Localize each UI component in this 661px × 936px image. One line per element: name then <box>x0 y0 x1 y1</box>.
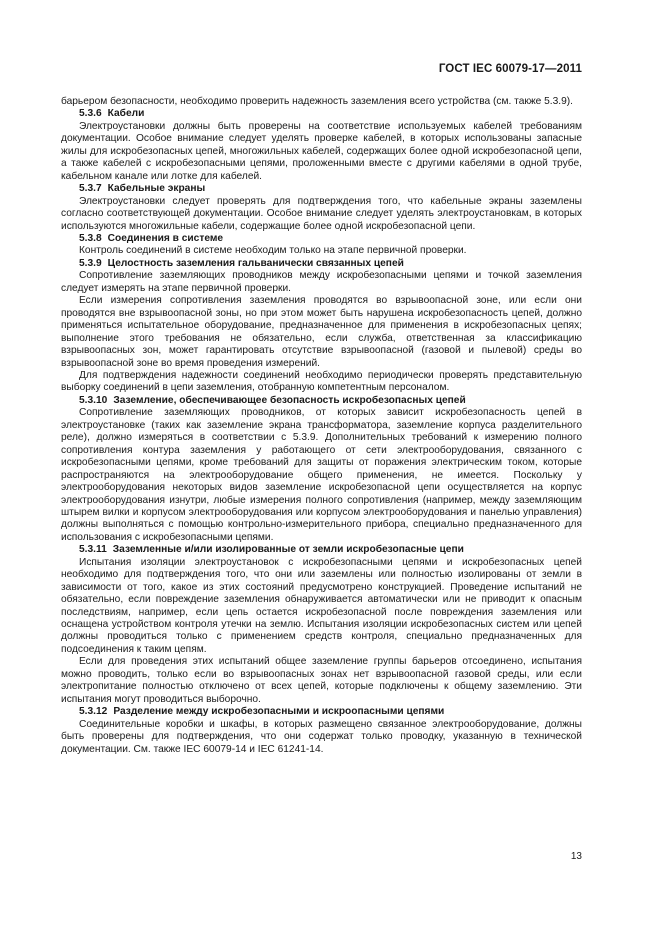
section-title: Заземленные и/или изолированные от земли искробезопасные цепи <box>112 544 464 556</box>
section-title: Целостность заземления гальванически связанных цепей <box>107 257 404 269</box>
section-number: 5.3.10 <box>79 394 108 406</box>
continuation-paragraph: барьером безопасности, необходимо проверить надежность заземления всего устройства (см. также 5.3.9). <box>61 96 574 107</box>
paragraph: Если измерения сопротивления заземления проводятся во взрывоопасной зоне, или если они проводятся вне взрывоопасной зоны, но при этом может быть нарушена искробезопасность цепей, должно применяться испытательное оборудование, предназначенное для применения в искробезопасных цепях; выполнение этого требования не обязательно, если служба, ответственная за классификацию взрывоопасных зон, может гарантировать отсутствие взрывоопасной (газовой и пылевой) среды во взрывоопасной зоне во время проведения измерений. <box>61 295 582 369</box>
section-number: 5.3.8 <box>79 232 102 244</box>
page-header-standard-id: ГОСТ IEC 60079-17—2011 <box>438 63 582 75</box>
paragraph: Испытания изоляции электроустановок с искробезопасными цепями и искробезопасных цепей необходимо для подтверждения того, что они или заземлены или полностью изолированы от земли в зависимости от того, какое из этих состояний предусмотрено конструкцией. Проведение испытаний не обязательно, если повреждение заземления обнаруживается автоматически или не приводит к опасным последствиям, например, если цепь остается искробезопасной после повреждения заземления или оснащена устройством контроля утечки на землю. Испытания изоляции искробезопасных систем или цепей должны проводиться только с применением средств контроля, специально предназначенных для подсоединения к таким цепям. <box>61 556 582 655</box>
section-title: Кабели <box>107 108 145 120</box>
section-title: Кабельные экраны <box>107 183 206 195</box>
document-body <box>61 96 582 756</box>
paragraph: Электроустановки следует проверять для подтверждения того, что кабельные экраны заземлены согласно соответствующей документации. Особое внимание следует уделять электроустановкам, в которых используются многожильные кабели, содержащие более одной искробезопасной цепи. <box>61 195 582 232</box>
section-number: 5.3.7 <box>79 183 102 195</box>
section-heading-5-3-6 <box>61 108 582 120</box>
paragraph: Контроль соединений в системе необходим только на этапе первичной проверки. <box>79 245 467 257</box>
paragraph: Для подтверждения надежности соединений необходимо периодически проверять представительную выборку соединений в цепи заземления, отобранную компетентным персоналом. <box>61 369 582 394</box>
section-number: 5.3.11 <box>79 544 107 556</box>
paragraph: Если для проведения этих испытаний общее заземление группы барьеров отсоединено, испытания можно проводить, только если во взрывоопасных зонах нет взрывоопасной газовой среды, или если электропитание полностью отключено от всех цепей, которые подключены к общему заземлению. Эти испытания могут проводиться выборочно. <box>61 656 582 705</box>
paragraph: Сопротивление заземляющих проводников, от которых зависит искробезопасность цепей в электроустановке (таких как заземление экрана трансформатора, заземление корпуса разделительного реле), должно измеряться в соответствии с 5.3.9. Дополнительных требований к измерению полного сопротивления контура заземления у работающего от сети электрооборудования, связанного с искробезопасными цепями, кроме требований для защиты от поражения электрическим током, которые распространяются на электрооборудование общего применения, не имеется. Поскольку у электрооборудования некоторых видов заземление искробезопасной цепи осуществляется на корпус электрооборудования изнутри, любые измерения полного сопротивления (например, между заземляющим штырем вилки и корпусом электрооборудования или корпусом электрооборудования и панелью управления) должны выполняться с помощью контрольно-измерительного прибора, специально предназначенного для использования с искробезопасными цепями. <box>61 407 582 543</box>
paragraph: Сопротивление заземляющих проводников между искробезопасными цепями и точкой заземления следует измерять на этапе первичной проверки. <box>61 270 582 294</box>
section-heading-5-3-11 <box>61 544 582 556</box>
section-heading-5-3-9 <box>61 258 582 270</box>
section-heading-5-3-10 <box>61 395 582 407</box>
section-title: Разделение между искробезопасными и искроопасными цепями <box>113 706 445 718</box>
section-number: 5.3.6 <box>79 108 102 120</box>
section-heading-5-3-12 <box>61 706 582 718</box>
section-heading-5-3-8 <box>61 233 582 245</box>
paragraph: Электроустановки должны быть проверены на соответствие используемых кабелей требованиям документации. Особое внимание следует уделять проверке кабелей, в которых использованы запасные жилы для искробезопасных цепей, многожильных кабелей, содержащих более одной искробезопасной цепи, а также кабелей с искробезопасными цепями, проложенными вместе с другими кабелями в одной трубе, кабельном канале или лотке для кабелей. <box>61 120 582 182</box>
section-title: Заземление, обеспечивающее безопасность искробезопасных цепей <box>113 394 466 406</box>
section-number: 5.3.9 <box>79 257 102 269</box>
page-number: 13 <box>570 851 582 862</box>
section-title: Соединения в системе <box>107 232 224 244</box>
paragraph: Соединительные коробки и шкафы, в которых размещено связанное электрооборудование, должны быть проверены для подтверждения, что они содержат только проводку, указанную в технической документации. См. также IEC 60079-14 и IEC 61241-14. <box>61 718 582 755</box>
section-number: 5.3.12 <box>79 706 108 718</box>
section-heading-5-3-7 <box>61 183 582 195</box>
